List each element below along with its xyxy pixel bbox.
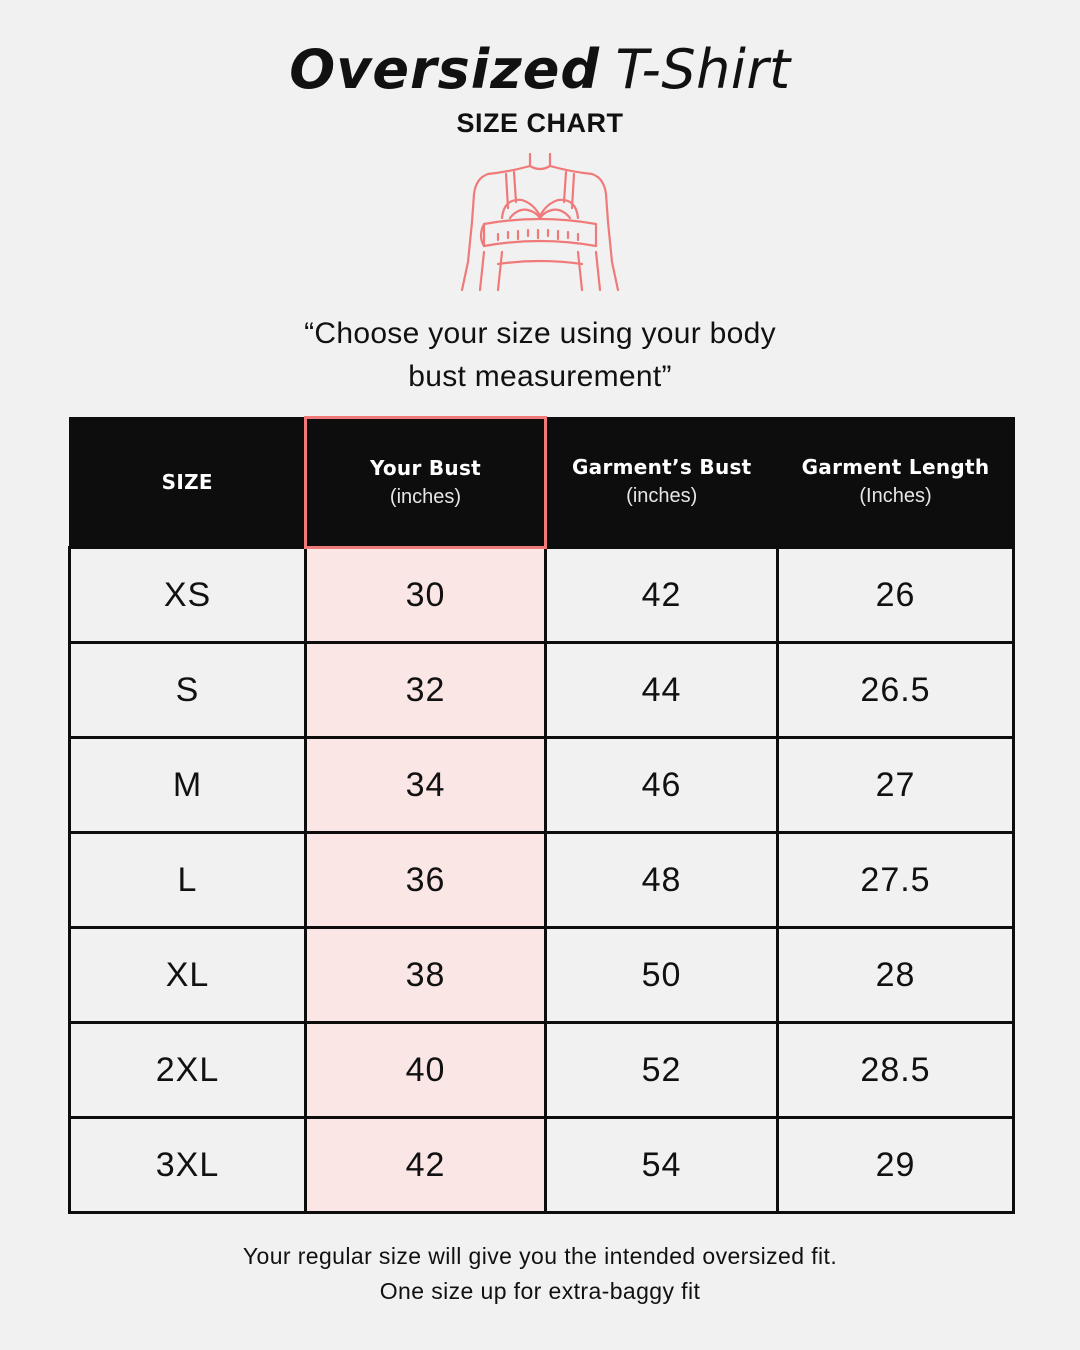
cell-garment-length: 26 (778, 548, 1014, 643)
cell-your-bust: 32 (306, 643, 546, 738)
table-row (70, 738, 1014, 833)
cell-garment-bust: 44 (546, 643, 778, 738)
header-garment-bust-title: Garment’s Bust (571, 455, 752, 480)
cell-garment-length: 26.5 (778, 643, 1014, 738)
table-row (70, 833, 1014, 928)
cell-garment-length: 28.5 (778, 1023, 1014, 1118)
header-your-bust-unit: (inches) (389, 485, 462, 508)
footnote-line-2: One size up for extra-baggy fit (379, 1278, 701, 1304)
table-row (70, 1023, 1014, 1118)
quote-line-2: bust measurement” (408, 360, 672, 393)
cell-garment-bust: 46 (546, 738, 778, 833)
footnote-line-1: Your regular size will give you the intended oversized fit. (242, 1243, 838, 1269)
header-garment-bust (546, 418, 778, 548)
cell-garment-length: 27 (778, 738, 1014, 833)
cell-garment-bust: 50 (546, 928, 778, 1023)
cell-your-bust: 30 (306, 548, 546, 643)
table-header-row (70, 418, 1014, 548)
header-garment-length-title: Garment Length (801, 455, 990, 480)
cell-your-bust: 38 (306, 928, 546, 1023)
header-garment-length (778, 418, 1014, 548)
instruction-quote (0, 312, 1080, 398)
cell-size: XL (70, 928, 306, 1023)
cell-size: L (70, 833, 306, 928)
cell-size: 3XL (70, 1118, 306, 1213)
cell-size: XS (70, 548, 306, 643)
cell-garment-length: 27.5 (778, 833, 1014, 928)
cell-garment-bust: 42 (546, 548, 778, 643)
table-row (70, 643, 1014, 738)
cell-garment-length: 29 (778, 1118, 1014, 1213)
bust-measurement-icon (458, 152, 622, 292)
page-title (0, 38, 1080, 102)
cell-size: 2XL (70, 1023, 306, 1118)
page-subtitle: SIZE CHART (456, 108, 624, 138)
header-size (70, 418, 306, 548)
size-chart-table (68, 416, 1015, 1214)
cell-size: S (70, 643, 306, 738)
table-row (70, 1118, 1014, 1213)
cell-your-bust: 36 (306, 833, 546, 928)
title-light: T-Shirt (615, 38, 791, 101)
table-row (70, 928, 1014, 1023)
cell-garment-bust: 52 (546, 1023, 778, 1118)
header-garment-bust-unit: (inches) (626, 485, 698, 508)
cell-garment-bust: 48 (546, 833, 778, 928)
header-your-bust-title: Your Bust (369, 455, 482, 480)
cell-garment-length: 28 (778, 928, 1014, 1023)
header-your-bust (306, 418, 546, 548)
cell-size: M (70, 738, 306, 833)
quote-line-1: “Choose your size using your body (304, 317, 776, 350)
header-garment-length-unit: (Inches) (859, 485, 932, 508)
cell-garment-bust: 54 (546, 1118, 778, 1213)
fit-footnote (0, 1239, 1080, 1309)
cell-your-bust: 34 (306, 738, 546, 833)
header-size-title: SIZE (161, 470, 213, 495)
cell-your-bust: 40 (306, 1023, 546, 1118)
cell-your-bust: 42 (306, 1118, 546, 1213)
title-bold: Oversized (289, 38, 601, 101)
table-row (70, 548, 1014, 643)
